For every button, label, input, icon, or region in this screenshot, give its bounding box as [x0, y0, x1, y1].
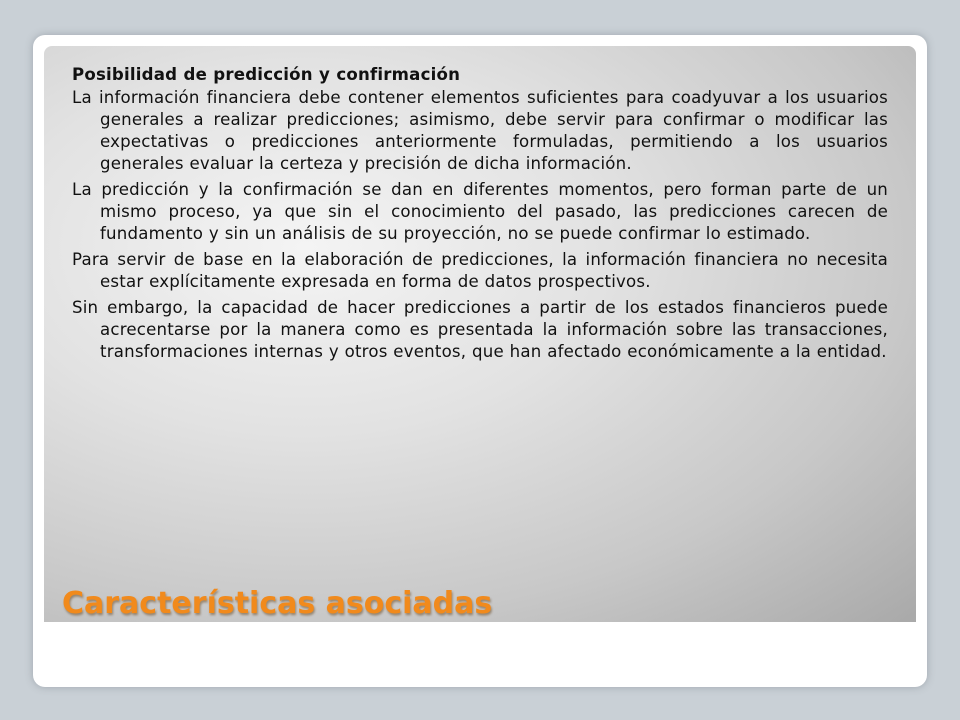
section-heading: Posibilidad de predicción y confirmación: [72, 65, 461, 84]
content-panel: [44, 46, 916, 622]
slide-title: Características asociadas: [62, 586, 493, 621]
slide-body: [72, 64, 888, 363]
paragraph-4: Sin embargo, la capacidad de hacer predicciones a partir de los estados financieros puede acrecentarse por la manera como es presentada la información sobre las transacciones, transformaciones internas y otros eventos, que han afectado económicamente a la entidad.: [72, 298, 888, 361]
paragraph-1: La información financiera debe contener elementos suficientes para coadyuvar a los usuarios generales a realizar predicciones; asimismo, debe servir para confirmar o modificar las expectativas o predicciones anteriormente formuladas, permitiendo a los usuarios generales evaluar la certeza y precisión de dicha información.: [72, 88, 888, 173]
paragraph-2: La predicción y la confirmación se dan en diferentes momentos, pero forman parte de un mismo proceso, ya que sin el conocimiento del pasado, las predicciones carecen de fundamento y sin un análisis de su proyección, no se puede confirmar lo estimado.: [72, 180, 888, 243]
paragraph-3: Para servir de base en la elaboración de predicciones, la información financiera no necesita estar explícitamente expresada en forma de datos prospectivos.: [72, 250, 888, 291]
